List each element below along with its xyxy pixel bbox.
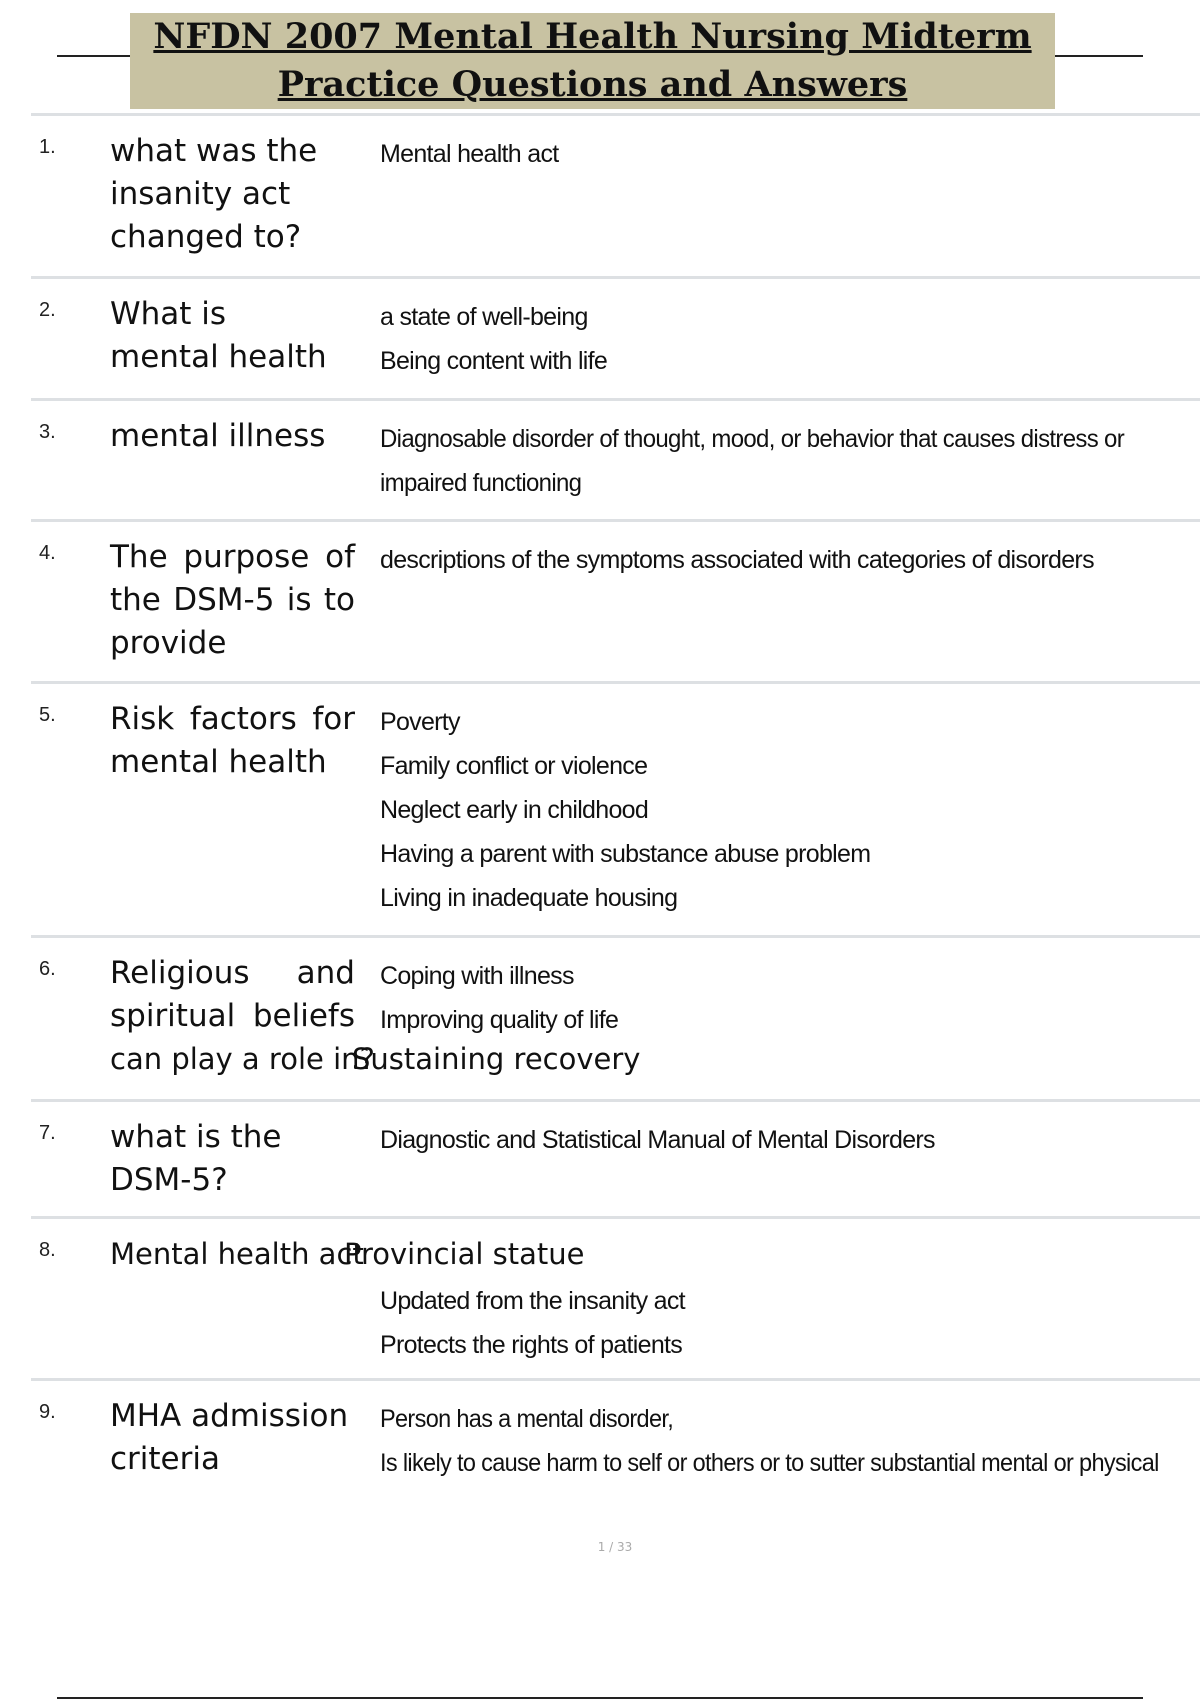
- item-number: 1.: [39, 136, 56, 158]
- answer-line: a state of well-being: [380, 303, 588, 331]
- header-rule-right: [1055, 55, 1143, 57]
- answer-line: Protects the rights of patients: [380, 1331, 683, 1359]
- answer-list: [380, 417, 1158, 505]
- answer-line: Neglect early in childhood: [380, 796, 649, 824]
- question-text: What is mental health: [110, 296, 327, 375]
- title-line-1: NFDN 2007 Mental Health Nursing Midterm: [153, 16, 1032, 57]
- answer-line: Diagnostic and Statistical Manual of Mental Disorders: [380, 1126, 935, 1154]
- question-line: spiritual beliefs: [110, 998, 355, 1034]
- answer-list: [380, 538, 1190, 582]
- answer-line: Having a parent with substance abuse problem: [380, 840, 871, 868]
- answer-line: Coping with illness: [380, 962, 574, 990]
- answer-list: [380, 132, 1190, 176]
- footer-rule: [57, 1697, 1143, 1699]
- item-number: 6.: [39, 958, 56, 980]
- answer-line: Person has a mental disorder,: [380, 1405, 674, 1433]
- item-number: 3.: [39, 421, 56, 443]
- qa-row-5: [31, 681, 1200, 938]
- answer-line: Family conflict or violence: [380, 752, 648, 780]
- question-text: MHA admission criteria: [110, 1398, 349, 1477]
- item-number: 8.: [39, 1239, 56, 1261]
- title-line-2: Practice Questions and Answers: [277, 64, 908, 105]
- item-number: 4.: [39, 542, 56, 564]
- qa-row-6: [31, 935, 1200, 1102]
- answer-list: [380, 700, 1190, 920]
- qa-row-2: [31, 276, 1200, 401]
- answer-line: Living in inadequate housing: [380, 884, 678, 912]
- question-text: Risk factors for mental health: [110, 701, 355, 780]
- qa-row-8: [31, 1216, 1200, 1381]
- answer-list: [380, 1397, 1159, 1485]
- qa-row-7: [31, 1099, 1200, 1219]
- answer-line: Mental health act: [380, 140, 559, 168]
- header-rule-left: [57, 55, 130, 57]
- question-text: what was the insanity act changed to?: [110, 133, 318, 255]
- question-line: Religious and: [110, 955, 355, 991]
- qa-row-9: [31, 1378, 1200, 1501]
- question-text: mental illness: [110, 418, 326, 454]
- item-number: 2.: [39, 299, 56, 321]
- answer-line: impaired functioning: [380, 469, 582, 497]
- answer-list: [380, 1279, 1190, 1367]
- qa-row-1: [31, 113, 1200, 279]
- question-continuation: can play a role in?: [110, 1042, 375, 1076]
- answer-line: Sustaining recovery: [352, 1042, 641, 1076]
- answer-line: Improving quality of life: [380, 1006, 619, 1034]
- answer-line: Provincial statue: [344, 1237, 585, 1271]
- qa-row-3: [31, 398, 1200, 522]
- question-text: The purpose of the DSM-5 is to provide: [110, 539, 355, 661]
- document-title-banner: [130, 13, 1055, 109]
- answer-list: [380, 1118, 1190, 1162]
- question-text: Mental health act: [110, 1237, 364, 1271]
- question-text: what is the DSM-5?: [110, 1119, 282, 1198]
- item-number: 5.: [39, 704, 56, 726]
- answer-line: Diagnosable disorder of thought, mood, or behavior that causes distress or: [380, 425, 1125, 453]
- question-text: [110, 952, 355, 1038]
- answer-line: Being content with life: [380, 347, 608, 375]
- item-number: 7.: [39, 1122, 56, 1144]
- qa-row-4: [31, 519, 1200, 684]
- item-number: 9.: [39, 1401, 56, 1423]
- answer-line: descriptions of the symptoms associated with categories of disorders: [380, 546, 1094, 574]
- answer-list: [380, 954, 1190, 1042]
- answer-line: Poverty: [380, 708, 460, 736]
- answer-line: Updated from the insanity act: [380, 1287, 685, 1315]
- answer-line: Is likely to cause harm to self or others or to sutter substantial mental or physical: [380, 1449, 1159, 1477]
- answer-list: [380, 295, 1190, 383]
- page-number: 1 / 33: [597, 1540, 633, 1554]
